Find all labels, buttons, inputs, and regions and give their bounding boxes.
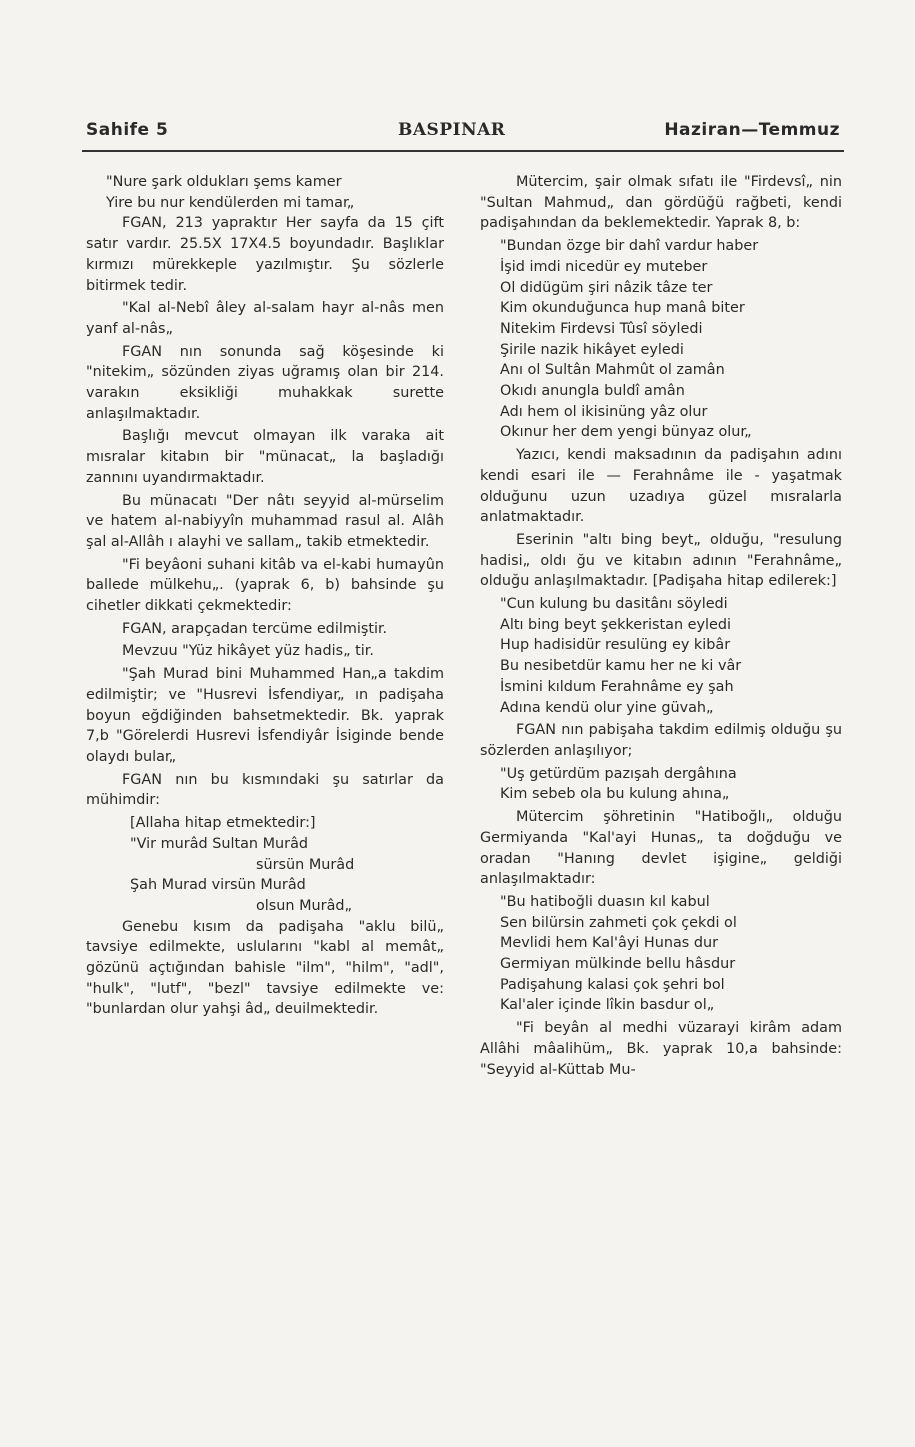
paragraph: "Fi beyâoni suhani kitâb va el-kabi humayûn ballede mülkehu„. (yaprak 6, b) bahsinde şu cihetler dikkati çekmektedir: [86,556,444,615]
paragraph: Bu münacatı "Der nâtı seyyid al-mürselim ve hatem al-nabiyyîn muhammad rasul al. Alâh şal al-Allâh ı alayhi ve sallam„ takib etmektedir. [86,492,444,550]
verse-line: Şah Murad virsün Murâd [130,877,306,894]
verse-line: Nitekim Firdevsi Tûsî söyledi [500,320,703,337]
issue-date: Haziran—Temmuz [664,120,840,140]
verse-line: Kim okunduğunca hup manâ biter [500,300,745,317]
paragraph: Mevzuu "Yüz hikâyet yüz hadis„ tir. [122,643,374,660]
page-header [82,118,844,152]
poem-block [480,594,842,718]
verse-line: Ol didügüm şiri nâzik tâze ter [500,279,713,296]
paragraph: "Kal al-Nebî âley al-salam hayr al-nâs men yanf al-nâs„ [86,300,444,337]
paragraph: Mütercim şöhretinin "Hatiboğlı„ olduğu Germiyanda "Kal'ayi Hunas„ ta doğduğu ve oradan "Hanıng devlet işigine„ geldiği anlaşılmaktadır: [480,809,842,888]
verse-line: Hup hadisidür resulüng ey kibâr [500,637,731,654]
paragraph: Yazıcı, kendi maksadının da padişahın adını kendi esari ile — Ferahnâme ile - yaşatmak olduğunu uzun uzadıya güzel mısralarla anlatmaktadır. [480,447,842,526]
paragraph: FGAN nın bu kısmındaki şu satırlar da mühimdir: [86,771,444,809]
verse-line: "Nure şark oldukları şems kamer [106,174,342,190]
verse-line: Kal'aler içinde lîkin basdur ol„ [500,997,715,1014]
verse-line: Adı hem ol ikisinüng yâz olur [500,403,708,420]
verse-line: Okıdı anungla buldî amân [500,383,685,400]
verse-line: Anı ol Sultân Mahmût ol zamân [500,362,725,379]
verse-line: Adına kendü olur yine güvah„ [500,699,714,716]
left-column [86,172,444,1022]
paragraph: Genebu kısım da padişaha "aklu bilü„ tavsiye edilmekte, uslularını "kabl al memât„ gözünü açtığından bahisle "ilm", "hilm", "adl", "hulk", "lutf", "bezl" tavsiye edilmekte ve: "bunlardan olur yahşi âd„ deuilmektedir. [86,918,444,1018]
poem-block [480,236,842,443]
verse-line: Okınur her dem yengi bünyaz olur„ [500,424,752,441]
verse-line: İşid imdi nicedür ey muteber [500,258,708,275]
verse-line: Padişahung kalasi çok şehri bol [500,976,725,993]
verse-line: "Bu hatiboğli duasın kıl kabul [500,893,710,910]
verse-line: sürsün Murâd [256,856,355,873]
paragraph: FGAN, arapçadan tercüme edilmiştir. [122,620,388,637]
paragraph: FGAN, 213 yapraktır Her sayfa da 15 çift satır vardır. 25.5X 17X4.5 boyundadır. Başlıklar kırmızı mürekkeple yazılmıştır. Şu sözlerle bitirmek tedir. [86,215,444,294]
verse-line: "Cun kulung bu dasitânı söyledi [500,596,728,613]
paragraph: Mütercim, şair olmak sıfatı ile "Firdevsî„ nin "Sultan Mahmud„ dan gördüğü rağbeti, kendi padişahından da beklemektedir. Yaprak 8, b: [480,174,842,232]
verse-line: Sen bilürsin zahmeti çok çekdi ol [500,914,737,931]
paragraph: Başlığı mevcut olmayan ilk varaka ait mısralar kitabın bir "münacat„ la başladığı zannını uyandırmaktadır. [86,428,444,486]
journal-title: BASPINAR [398,120,506,140]
verse-line: Şirile nazik hikâyet eyledi [500,341,684,358]
poem-block [480,764,842,805]
verse-line: Germiyan mülkinde bellu hâsdur [500,956,736,973]
paragraph: FGAN nın pabişaha takdim edilmiş olduğu şu sözlerden anlaşılıyor; [480,722,842,759]
paragraph: FGAN nın sonunda sağ köşesinde ki "nitekim„ sözünden ziyas uğramış olan bir 214. varakın eksikliği muhakkak surette anlaşılmaktadır. [86,343,444,422]
verse-line: Bu nesibetdür kamu her ne ki vâr [500,658,742,675]
verse-line: Altı bing beyt şekkeristan eyledi [500,616,732,633]
verse-line: Mevlidi hem Kal'âyi Hunas dur [500,935,719,952]
paragraph: "Şah Murad bini Muhammed Han„a takdim edilmiştir; ve "Husrevi İsfendiyar„ ın padişaha boyun eğdiğinden bahsetmektedir. Bk. yaprak 7,b "Görelerdi Husrevi İsfendiyâr İsiginde bende olaydı bular„ [86,666,444,765]
page-number: Sahife 5 [86,120,169,140]
right-column [480,172,842,1082]
verse-line: Yire bu nur kendülerden mi tamar„ [106,194,355,211]
verse-line: İsmini kıldum Ferahnâme ey şah [500,678,734,695]
paragraph: "Fi beyân al medhi vüzarayi kirâm adam Allâhi mâalihüm„ Bk. yaprak 10,a bahsinde: "Seyyid al-Küttab Mu- [480,1020,842,1078]
paragraph: Eserinin "altı bing beyt„ olduğu, "resulung hadisi„ oldı ğu ve kitabın adının "Ferahnâme„ olduğu anlaşılmaktadır. [Padişaha hitap edilerek:] [480,531,842,590]
note-line: [Allaha hitap etmektedir:] [130,815,316,832]
poem-block [480,892,842,1016]
verse-line: olsun Murâd„ [256,897,352,914]
verse-line: "Uş getürdüm pazışah dergâhına [500,765,737,782]
verse-line: "Bundan özge bir dahî vardur haber [500,238,759,255]
verse-line: Kim sebeb ola bu kulung ahına„ [500,786,730,803]
verse-line: "Vir murâd Sultan Murâd [130,835,309,852]
